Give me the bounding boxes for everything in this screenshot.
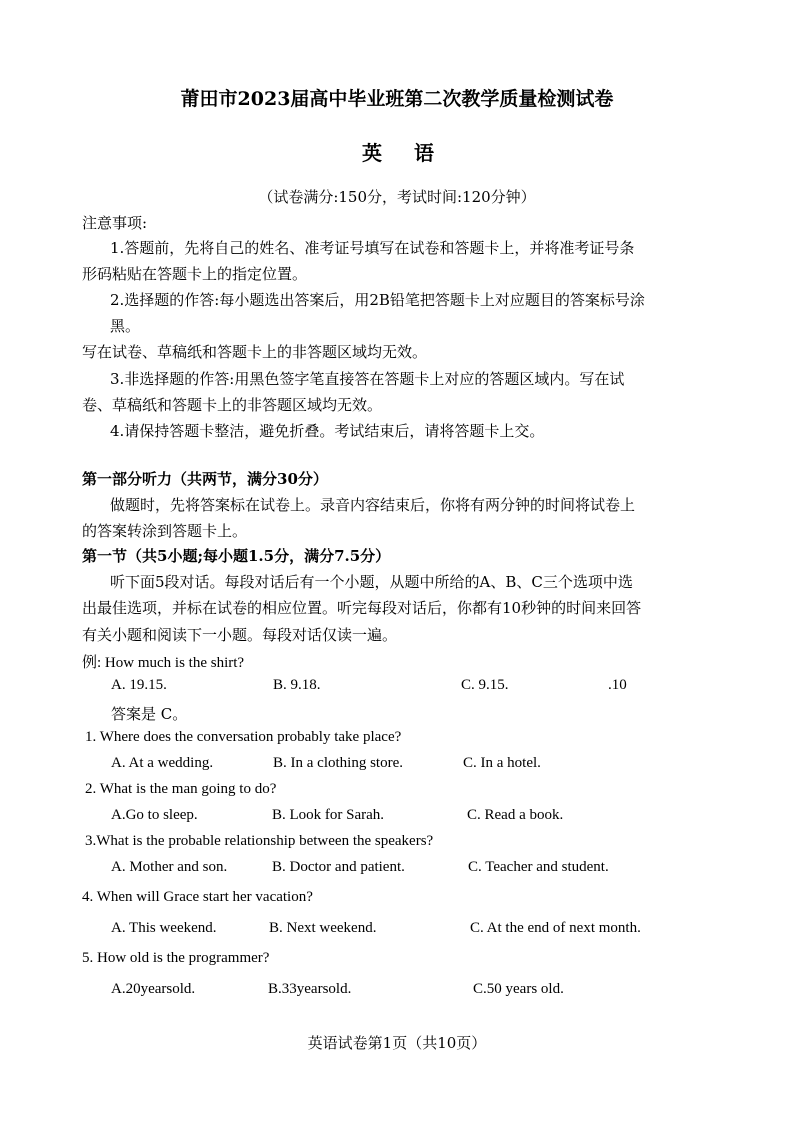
q4-option-b: B. Next weekend. [269, 920, 377, 936]
example-option-b: B. 9.18. [273, 677, 321, 693]
exam-info: （试卷满分:150分，考试时间:120分钟） [258, 188, 536, 206]
part1-heading: 第一部分听力（共两节，满分30分） [82, 470, 328, 488]
subject-char-1: 英 [362, 141, 384, 165]
q3-option-a: A. Mother and son. [111, 859, 228, 875]
question-1: 1. Where does the conversation probably take place? [85, 729, 402, 745]
q4-option-c: C. At the end of next month. [470, 920, 641, 936]
example-option-c: C. 9.15. [461, 677, 509, 693]
q2-option-c: C. Read a book. [467, 807, 564, 823]
notice-line: 黑。 [110, 317, 141, 335]
section1-heading: 第一节（共5小题;每小题1.5分，满分7.5分） [82, 547, 391, 565]
page-title: 莆田市2023届高中毕业班第二次教学质量检测试卷 [180, 88, 614, 110]
section1-intro: 出最佳选项，并标在试卷的相应位置。听完每段对话后，你都有10秒钟的时间来回答 [82, 599, 642, 617]
section1-intro: 听下面5段对话。每段对话后有一个小题，从题中所给的A、B、C三个选项中选 [110, 573, 633, 591]
q2-option-a: A.Go to sleep. [111, 807, 198, 823]
q5-option-a: A.20yearsold. [111, 981, 196, 997]
question-3: 3.What is the probable relationship between the speakers? [85, 833, 434, 849]
notice-line: 形码粘贴在答题卡上的指定位置。 [82, 265, 308, 283]
q3-option-b: B. Doctor and patient. [272, 859, 405, 875]
question-4: 4. When will Grace start her vacation? [82, 889, 313, 905]
example-option-d: .10 [608, 677, 627, 693]
page-footer: 英语试卷第1页（共10页） [307, 1034, 487, 1052]
notice-line: 4.请保持答题卡整洁，避免折叠。考试结束后，请将答题卡上交。 [110, 422, 545, 440]
section1-intro: 有关小题和阅读下一小题。每段对话仅读一遍。 [82, 626, 398, 644]
question-5: 5. How old is the programmer? [82, 950, 270, 966]
example-answer: 答案是 C。 [111, 705, 188, 723]
notice-line: 1.答题前，先将自己的姓名、准考证号填写在试卷和答题卡上，并将准考证号条 [110, 239, 635, 257]
q1-option-c: C. In a hotel. [463, 755, 541, 771]
q3-option-c: C. Teacher and student. [468, 859, 609, 875]
q5-option-b: B.33yearsold. [268, 981, 352, 997]
q1-option-a: A. At a wedding. [111, 755, 214, 771]
subject-char-2: 语 [414, 141, 436, 165]
notice-line: 写在试卷、草稿纸和答题卡上的非答题区域均无效。 [82, 343, 428, 361]
q5-option-c: C.50 years old. [473, 981, 564, 997]
q2-option-b: B. Look for Sarah. [272, 807, 385, 823]
part1-intro: 的答案转涂到答题卡上。 [82, 522, 248, 540]
notice-heading: 注意事项: [82, 214, 148, 232]
example-option-a: A. 19.15. [111, 677, 167, 693]
notice-line: 卷、草稿纸和答题卡上的非答题区域均无效。 [82, 396, 383, 414]
notice-line: 2.选择题的作答:每小题选出答案后，用2B铅笔把答题卡上对应题目的答案标号涂 [110, 291, 645, 309]
example-question: 例: How much is the shirt? [82, 655, 245, 671]
q4-option-a: A. This weekend. [111, 920, 217, 936]
notice-line: 3.非选择题的作答:用黑色签字笔直接答在答题卡上对应的答题区域内。写在试 [110, 370, 625, 388]
part1-intro: 做题时，先将答案标在试卷上。录音内容结束后，你将有两分钟的时间将试卷上 [110, 496, 636, 514]
question-2: 2. What is the man going to do? [85, 781, 277, 797]
q1-option-b: B. In a clothing store. [273, 755, 403, 771]
